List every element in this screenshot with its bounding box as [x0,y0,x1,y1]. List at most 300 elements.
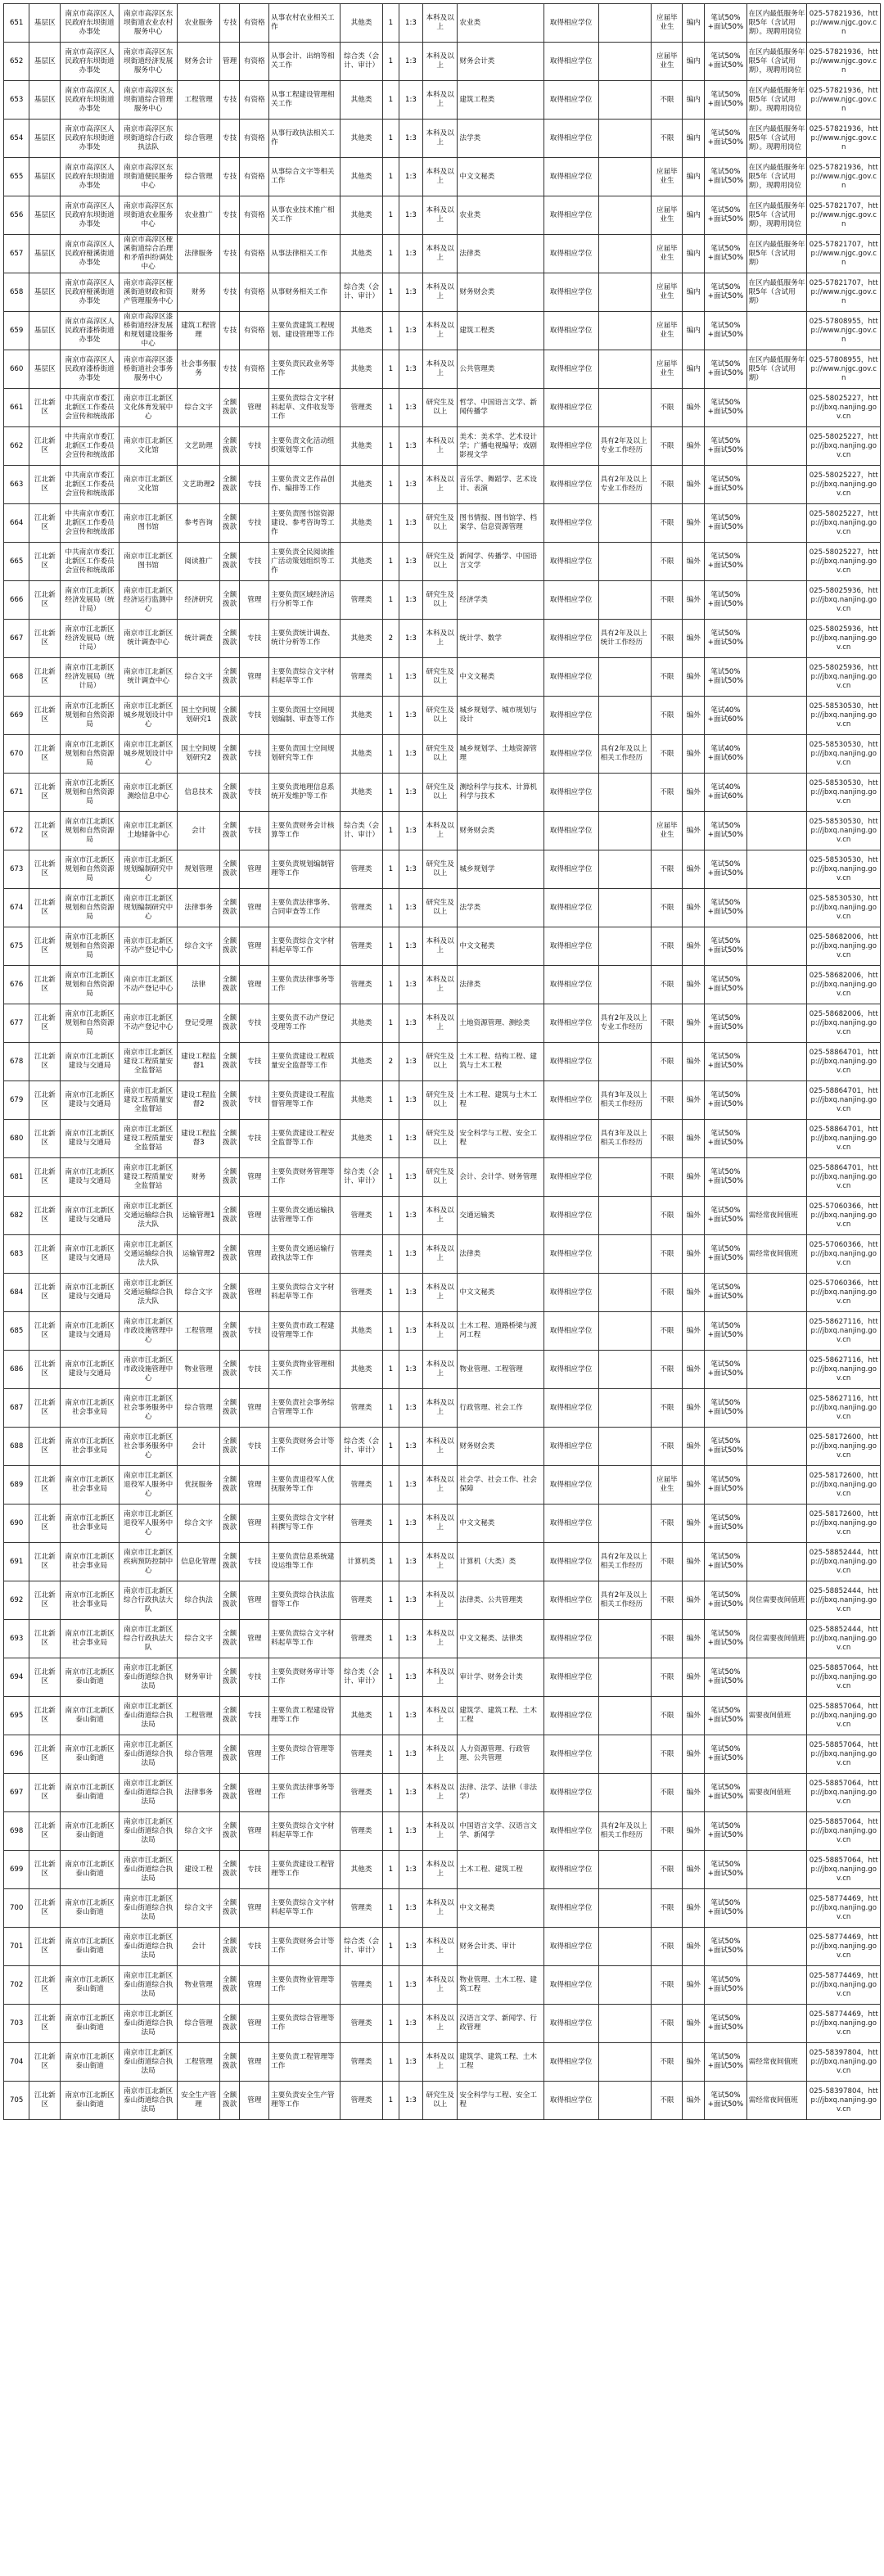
table-cell [598,350,652,389]
table-cell [598,1774,652,1812]
table-cell: 1 [382,1312,399,1351]
table-cell: 国土空间规划研究2 [178,735,219,774]
table-cell: 管理 [240,1620,269,1658]
table-cell: 笔试50%+面试50% [705,196,746,235]
table-row [4,196,881,235]
table-cell: 1 [382,1351,399,1389]
table-cell: 不限 [652,1812,683,1851]
table-cell: 其他类 [341,735,382,774]
table-cell: 笔试50%+面试50% [705,2005,746,2043]
table-cell: 管理 [240,389,269,427]
table-cell: 测绘科学与技术、计算机科学与技术 [458,774,543,812]
table-cell: 管理类 [341,658,382,697]
table-cell: 南京市高淳区东坝街道农业服务中心 [119,196,178,235]
table-cell: 主要负责综合文字材料起草等工作 [269,1274,341,1312]
table-cell: 管理 [240,1274,269,1312]
table-cell: 南京市江北新区泰山街道 [61,1812,120,1851]
table-cell: 全额拨款 [219,735,240,774]
table-cell: 南京市江北新区建设与交通局 [61,1081,120,1120]
table-cell: 主要负责财务会计等工作 [269,1428,341,1466]
table-cell: 交通运输类 [458,1197,543,1235]
table-cell: 取得相应学位 [543,1351,598,1389]
table-cell [746,427,807,466]
table-cell: 管理类 [341,1466,382,1505]
table-cell: 南京市高淳区人民政府东坝街道办事处 [61,196,120,235]
table-cell: 汉语言文学、新闻学、行政管理 [458,2005,543,2043]
table-cell: 其他类 [341,4,382,43]
table-cell: 1:3 [399,427,422,466]
table-cell: 1:3 [399,1428,422,1466]
table-cell: 主要负责交通运输行政执法等工作 [269,1235,341,1274]
table-cell: 南京市高淳区桠溪街道综合治理和矛盾纠纷调处中心 [119,235,178,273]
table-cell: 主要负责规划编制管理等工作 [269,850,341,889]
table-cell: 不限 [652,850,683,889]
table-cell: 1 [382,1966,399,2005]
table-cell: 管理 [240,2043,269,2082]
table-cell: 基层区 [29,81,61,120]
table-cell: 南京市江北新区泰山街道综合执法局 [119,1774,178,1812]
table-cell: 取得相应学位 [543,1235,598,1274]
table-cell: 本科及以上 [422,466,457,504]
table-cell: 南京市江北新区综合行政执法大队 [119,1581,178,1620]
table-cell: 编外 [683,1966,705,2005]
table-cell: 岗位需要夜间值班 [746,1581,807,1620]
table-cell: 主要负责市政工程建设管理等工作 [269,1312,341,1351]
table-cell: 专技 [219,235,240,273]
table-cell: 南京市江北新区泰山街道 [61,1966,120,2005]
table-cell: 建筑工程类 [458,312,543,350]
table-cell: 1 [382,1158,399,1197]
table-cell: 笔试50%+面试50% [705,1351,746,1389]
table-cell [746,1966,807,2005]
table-cell: 综合类（会计、审计） [341,43,382,81]
table-cell: 主要负责财务管理等工作 [269,1158,341,1197]
table-row [4,1774,881,1812]
table-cell: 编外 [683,1889,705,1928]
table-cell: 不限 [652,1043,683,1081]
table-cell [598,1351,652,1389]
table-row [4,1158,881,1197]
table-cell: 江北新区 [29,889,61,927]
table-row [4,1581,881,1620]
table-cell: 全额拨款 [219,1312,240,1351]
table-cell: 取得相应学位 [543,4,598,43]
table-cell: 江北新区 [29,1581,61,1620]
table-cell: 1:3 [399,1389,422,1428]
table-cell: 管理 [240,1812,269,1851]
table-cell: 主要负责文化活动组织策划等工作 [269,427,341,466]
table-cell: 不限 [652,1620,683,1658]
table-cell: 笔试50%+面试50% [705,466,746,504]
table-cell: 025-57060366，http://jbxq.nanjing.gov.cn [807,1235,881,1274]
table-cell: 建设工程监督1 [178,1043,219,1081]
table-cell: 南京市江北新区经济运行监测中心 [119,581,178,620]
table-cell [746,774,807,812]
table-cell: 中文文秘类 [458,158,543,196]
table-cell: 主要负责物业管理相关工作 [269,1351,341,1389]
table-cell: 综合文字 [178,1812,219,1851]
table-cell: 笔试50%+面试50% [705,4,746,43]
table-cell: 在区内最低服务年限5年（含试用期） [746,350,807,389]
table-cell: 主要负责综合文字材料起草等工作 [269,1889,341,1928]
table-cell: 编外 [683,427,705,466]
table-cell [598,1197,652,1235]
table-row [4,350,881,389]
table-cell: 不限 [652,1543,683,1581]
table-cell: 研究生及以上 [422,1120,457,1158]
table-cell: 南京市江北新区经济发展局（统计局） [61,620,120,658]
table-cell: 编外 [683,581,705,620]
table-cell: 从事行政执法相关工作 [269,120,341,158]
table-cell: 笔试50%+面试50% [705,120,746,158]
table-cell: 笔试50%+面试50% [705,1120,746,1158]
table-cell: 编外 [683,1658,705,1697]
table-cell: 笔试50%+面试50% [705,1505,746,1543]
table-cell: 690 [4,1505,29,1543]
table-cell: 南京市高淳区东坝街道农业农村服务中心 [119,4,178,43]
table-cell: 025-57821707，http://www.njgc.gov.cn [807,196,881,235]
table-cell: 农业类 [458,4,543,43]
table-cell: 南京市江北新区社会事业局 [61,1428,120,1466]
table-cell: 在区内最低服务年限5年（含试用期），现聘用岗位 [746,43,807,81]
table-cell: 南京市江北新区文化体育发展中心 [119,389,178,427]
table-cell: 农业服务 [178,4,219,43]
table-cell: 南京市江北新区社会事业局 [61,1466,120,1505]
table-cell: 主要负责法律事务等工作 [269,966,341,1004]
table-cell: 本科及以上 [422,1697,457,1735]
table-cell: 江北新区 [29,2043,61,2082]
table-cell: 025-58172600，http://jbxq.nanjing.gov.cn [807,1428,881,1466]
table-cell: 南京市江北新区文化馆 [119,427,178,466]
table-cell: 编外 [683,735,705,774]
table-cell: 取得相应学位 [543,1774,598,1812]
table-cell: 1 [382,1466,399,1505]
table-row [4,158,881,196]
table-cell: 1:3 [399,81,422,120]
table-cell: 本科及以上 [422,1928,457,1966]
table-cell: 本科及以上 [422,812,457,850]
table-cell [746,620,807,658]
table-cell: 基层区 [29,235,61,273]
table-cell: 697 [4,1774,29,1812]
table-cell: 1:3 [399,774,422,812]
table-cell: 全额拨款 [219,1389,240,1428]
table-cell: 025-58025227，http://jbxq.nanjing.gov.cn [807,504,881,543]
table-cell: 江北新区 [29,581,61,620]
table-cell: 全额拨款 [219,812,240,850]
table-cell: 1:3 [399,620,422,658]
table-cell: 688 [4,1428,29,1466]
table-cell: 1:3 [399,1735,422,1774]
table-row [4,543,881,581]
table-cell: 财务审计 [178,1658,219,1697]
table-cell: 南京市高淳区人民政府东坝街道办事处 [61,158,120,196]
table-cell: 需经常夜间值班 [746,1197,807,1235]
table-cell: 本科及以上 [422,1428,457,1466]
table-cell: 025-58530530，http://jbxq.nanjing.gov.cn [807,735,881,774]
table-cell: 笔试50%+面试50% [705,1812,746,1851]
table-cell: 编外 [683,1274,705,1312]
table-cell: 主要负责综合管理等工作 [269,2005,341,2043]
table-cell: 654 [4,120,29,158]
table-cell: 其他类 [341,427,382,466]
table-cell: 信息化管理 [178,1543,219,1581]
table-cell: 研究生及以上 [422,581,457,620]
table-cell: 有资格 [240,235,269,273]
table-row [4,1505,881,1543]
table-cell: 管理 [240,1774,269,1812]
table-cell: 南京市江北新区图书馆 [119,504,178,543]
table-cell: 江北新区 [29,1351,61,1389]
table-cell: 南京市江北新区规划和自然资源局 [61,774,120,812]
table-cell: 本科及以上 [422,1312,457,1351]
table-cell: 取得相应学位 [543,966,598,1004]
table-cell: 705 [4,2082,29,2120]
table-row [4,427,881,466]
table-cell: 不限 [652,697,683,735]
table-cell: 不限 [652,1312,683,1351]
table-cell: 1 [382,1658,399,1697]
table-cell: 专技 [240,774,269,812]
table-cell: 取得相应学位 [543,850,598,889]
table-cell: 笔试50%+面试50% [705,1966,746,2005]
table-cell: 财务 [178,1158,219,1197]
table-cell: 本科及以上 [422,312,457,350]
table-cell: 本科及以上 [422,273,457,312]
table-cell: 应届毕业生 [652,4,683,43]
table-cell: 主要负责建设工程质量安全监督等工作 [269,1043,341,1081]
table-row [4,1543,881,1581]
table-cell: 南京市江北新区统计调查中心 [119,620,178,658]
table-cell: 南京市江北新区泰山街道综合执法局 [119,1735,178,1774]
table-cell: 南京市高淳区人民政府东坝街道办事处 [61,4,120,43]
table-cell: 其他类 [341,120,382,158]
table-cell [746,1543,807,1581]
table-cell: 管理 [240,1735,269,1774]
table-cell: 1 [382,966,399,1004]
table-cell: 江北新区 [29,812,61,850]
table-cell: 全额拨款 [219,1043,240,1081]
table-cell: 基层区 [29,350,61,389]
table-cell: 笔试50%+面试50% [705,1312,746,1351]
table-cell: 不限 [652,1004,683,1043]
table-cell: 管理 [219,43,240,81]
table-cell: 全额拨款 [219,850,240,889]
table-cell: 南京市江北新区泰山街道 [61,1658,120,1697]
table-cell: 管理类 [341,1774,382,1812]
table-cell: 取得相应学位 [543,350,598,389]
table-cell: 主要负责建筑工程规划、建设管理等工作 [269,312,341,350]
table-cell: 665 [4,543,29,581]
table-cell: 1 [382,427,399,466]
table-cell: 南京市江北新区泰山街道 [61,2005,120,2043]
table-cell: 1 [382,1505,399,1543]
table-cell: 取得相应学位 [543,1312,598,1351]
table-cell: 江北新区 [29,427,61,466]
table-row [4,1620,881,1658]
table-cell: 本科及以上 [422,1658,457,1697]
table-cell: 专技 [219,273,240,312]
table-cell: 703 [4,2005,29,2043]
table-cell [598,850,652,889]
table-cell: 025-58025227，http://jbxq.nanjing.gov.cn [807,427,881,466]
table-cell: 取得相应学位 [543,1158,598,1197]
table-cell: 1:3 [399,2082,422,2120]
table-cell: 笔试50%+面试50% [705,235,746,273]
table-cell: 主要负责法律事务等工作 [269,1774,341,1812]
table-cell: 1:3 [399,1581,422,1620]
table-cell [598,1620,652,1658]
table-row [4,4,881,43]
table-cell: 江北新区 [29,1658,61,1697]
table-cell: 本科及以上 [422,1004,457,1043]
table-cell: 专技 [219,120,240,158]
table-cell [598,1235,652,1274]
table-cell: 南京市高淳区人民政府东坝街道办事处 [61,81,120,120]
table-cell: 025-58857064，http://jbxq.nanjing.gov.cn [807,1697,881,1735]
table-cell: 025-57821936，http://www.njgc.gov.cn [807,120,881,158]
table-cell: 具有2年及以上专业工作经历 [598,1004,652,1043]
table-cell: 025-58857064，http://jbxq.nanjing.gov.cn [807,1658,881,1697]
table-cell: 取得相应学位 [543,927,598,966]
table-cell: 1 [382,389,399,427]
table-cell: 法律服务 [178,235,219,273]
table-cell: 南京市江北新区建设工程质量安全监督站 [119,1081,178,1120]
table-cell: 1 [382,850,399,889]
table-cell: 不限 [652,620,683,658]
table-row [4,812,881,850]
table-cell: 其他类 [341,1081,382,1120]
table-cell: 主要负责综合文字材料起草等工作 [269,1620,341,1658]
table-cell: 专技 [240,543,269,581]
table-cell: 南京市江北新区泰山街道 [61,2082,120,2120]
table-cell: 研究生及以上 [422,850,457,889]
table-cell [598,697,652,735]
table-cell: 南京市江北新区规划和自然资源局 [61,927,120,966]
table-cell: 管理类 [341,2005,382,2043]
table-cell: 取得相应学位 [543,1697,598,1735]
table-cell [746,1389,807,1428]
table-cell: 笔试50%+面试50% [705,1274,746,1312]
recruitment-table [3,3,881,2120]
table-cell: 江北新区 [29,1043,61,1081]
table-cell: 不限 [652,1158,683,1197]
table-cell: 南京市江北新区社会事务服务中心 [119,1428,178,1466]
table-cell: 江北新区 [29,389,61,427]
table-cell: 南京市江北新区经济发展局（统计局） [61,658,120,697]
table-cell: 主要负责综合文字材料起草、文件收发等工作 [269,389,341,427]
table-cell: 南京市高淳区东坝街道综合管理服务中心 [119,81,178,120]
table-cell: 取得相应学位 [543,466,598,504]
table-cell: 南京市江北新区建设工程质量安全监督站 [119,1043,178,1081]
table-cell: 南京市江北新区泰山街道 [61,1774,120,1812]
table-cell: 南京市江北新区城乡规划设计中心 [119,697,178,735]
table-cell: 南京市高淳区人民政府漆桥街道办事处 [61,312,120,350]
table-cell: 本科及以上 [422,1235,457,1274]
table-cell: 江北新区 [29,1235,61,1274]
table-cell: 具有2年及以上相关工作经历 [598,1543,652,1581]
table-cell: 025-58627116，http://jbxq.nanjing.gov.cn [807,1351,881,1389]
table-cell: 编外 [683,1158,705,1197]
table-cell: 1 [382,1851,399,1889]
table-cell: 从事综合文字等相关工作 [269,158,341,196]
table-cell: 中共南京市委江北新区工作委员会宣传和统战部 [61,389,120,427]
table-cell [746,389,807,427]
table-cell: 025-58864701，http://jbxq.nanjing.gov.cn [807,1043,881,1081]
table-cell: 取得相应学位 [543,312,598,350]
table-cell: 取得相应学位 [543,1197,598,1235]
table-cell [746,658,807,697]
table-cell: 1 [382,273,399,312]
table-cell: 江北新区 [29,774,61,812]
table-cell: 不限 [652,120,683,158]
table-cell: 南京市江北新区建设工程质量安全监督站 [119,1158,178,1197]
table-cell: 需要夜间值班 [746,1774,807,1812]
table-cell: 建设工程 [178,1851,219,1889]
table-cell: 专技 [240,466,269,504]
table-row [4,81,881,120]
table-cell: 南京市江北新区不动产登记中心 [119,1004,178,1043]
table-cell: 不限 [652,1581,683,1620]
table-cell: 南京市江北新区泰山街道 [61,1928,120,1966]
table-cell: 693 [4,1620,29,1658]
table-cell: 综合文字 [178,1505,219,1543]
table-cell: 南京市江北新区交通运输综合执法大队 [119,1197,178,1235]
table-cell: 其他类 [341,1351,382,1389]
table-cell: 管理类 [341,889,382,927]
table-cell: 笔试50%+面试50% [705,1197,746,1235]
table-cell: 综合类（会计、审计） [341,1658,382,1697]
table-cell: 有资格 [240,350,269,389]
table-cell: 建设工程监督2 [178,1081,219,1120]
table-cell: 取得相应学位 [543,774,598,812]
table-cell [746,1851,807,1889]
table-cell: 专技 [240,504,269,543]
table-cell: 在区内最低服务年限5年（含试用期），现聘用岗位 [746,158,807,196]
table-cell: 管理类 [341,2043,382,2082]
table-cell: 取得相应学位 [543,158,598,196]
table-cell: 取得相应学位 [543,427,598,466]
table-cell: 660 [4,350,29,389]
table-cell: 672 [4,812,29,850]
table-row [4,1466,881,1505]
table-cell: 笔试50%+面试50% [705,966,746,1004]
table-cell: 不限 [652,1428,683,1466]
table-cell: 管理类 [341,1812,382,1851]
table-cell: 编内 [683,158,705,196]
table-cell: 1:3 [399,927,422,966]
table-cell: 取得相应学位 [543,1620,598,1658]
table-cell: 本科及以上 [422,235,457,273]
table-cell: 笔试50%+面试50% [705,2043,746,2082]
table-cell: 编外 [683,2043,705,2082]
table-cell: 农业类 [458,196,543,235]
table-cell: 669 [4,697,29,735]
table-cell: 1 [382,1235,399,1274]
table-cell: 研究生及以上 [422,889,457,927]
table-cell: 中文文秘类 [458,658,543,697]
table-cell: 江北新区 [29,504,61,543]
table-cell: 南京市江北新区建设与交通局 [61,1351,120,1389]
table-cell: 1 [382,504,399,543]
table-cell: 江北新区 [29,1389,61,1428]
table-cell: 取得相应学位 [543,196,598,235]
table-cell: 656 [4,196,29,235]
table-cell: 025-58864701，http://jbxq.nanjing.gov.cn [807,1120,881,1158]
table-cell: 编内 [683,81,705,120]
table-cell: 专技 [240,1043,269,1081]
table-cell: 南京市江北新区社会事业局 [61,1505,120,1543]
